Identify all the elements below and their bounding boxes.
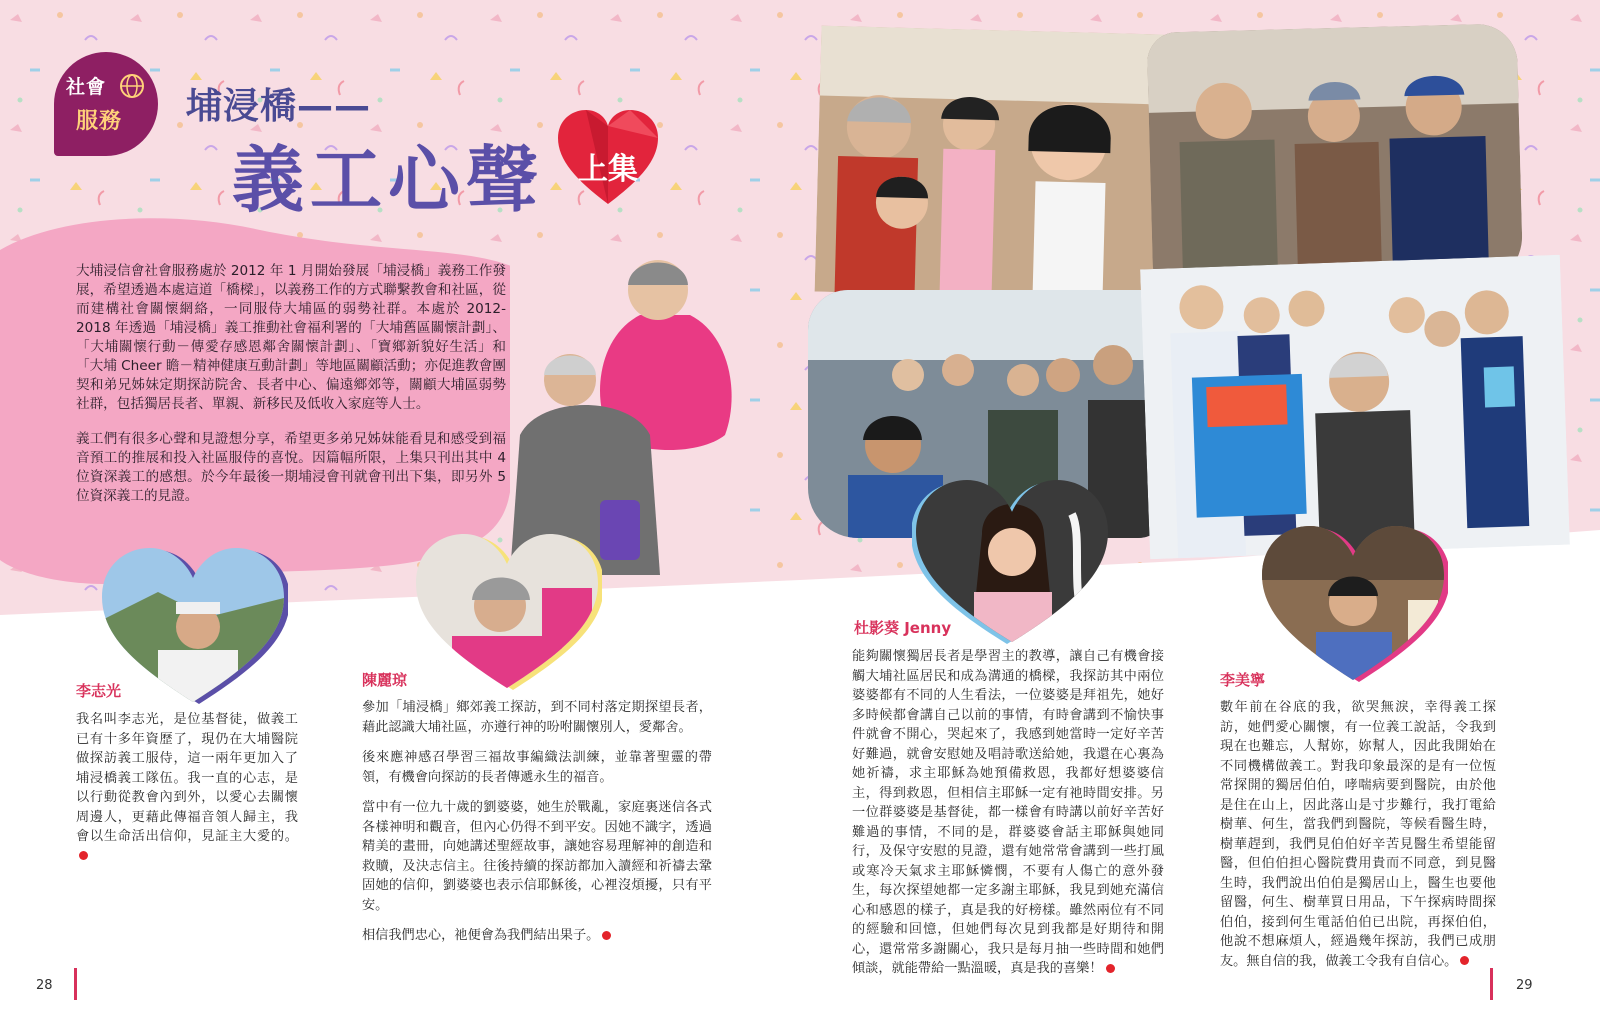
- end-dot-icon: [79, 851, 88, 860]
- volunteer-name: 陳麗琼: [362, 671, 408, 689]
- intro-paragraph: 義工們有很多心聲和見證想分享，希望更多弟兄姊妹能看見和感受到福音預工的推展和投入社區服侍的喜悅。因篇幅所限，上集只刊出其中 4 位資深義工的感想。於今年最後一期埔浸會刊就會刊出下集，即另外 5 位資深義工的見證。: [76, 431, 506, 504]
- portrait-heart-li-meining: [1258, 520, 1448, 682]
- volunteer-text-column: [362, 698, 712, 957]
- photo-three-elderly-men: [1147, 23, 1524, 295]
- page-number-divider: [1490, 968, 1493, 1000]
- volunteer-name: 李美寧: [1220, 671, 1266, 689]
- volunteer-name: 杜影葵 Jenny: [854, 619, 952, 637]
- title-subtitle: 埔浸橋——: [186, 86, 372, 127]
- portrait-heart-li-zhiguang: [98, 542, 288, 704]
- intro-paragraph: 大埔浸信會社會服務處於 2012 年 1 月開始發展「埔浸橋」義務工作發展，希望透過本處這道「橋樑」，以義務工作的方式聯繫教會和社區，從而建構社會關懷網絡，一同服侍大埔區的弱勢社群。本處於 2012-2018 年透過「埔浸橋」義工推動社會福利署的「大埔舊區關懷計劃」、「大埔關懷行動－傳愛存感恩鄰舍關懷計劃」、「寶鄉新貌好生活」和「大埔 Cheer 瞻－精神健康互動計劃」等地區關顧活動；亦促進教會團契和弟兄姊妹定期探訪院舍、長者中心、偏遠鄉郊等，關顧大埔區弱勢社群，包括獨居長者、單親、新移民及低收入家庭等人士。: [76, 263, 506, 412]
- volunteer-paragraph: 相信我們忠心，祂便會為我們結出果子。: [362, 926, 712, 946]
- volunteer-paragraph: 數年前在谷底的我，欲哭無淚，幸得義工探訪，她們愛心關懷，有一位義工說話，令我到現在也難忘，人幫妳，妳幫人，因此我開始在不同機構做義工。對我印象最深的是有一位恆常探開的獨居伯伯，哮喘病要到醫院，由於他是住在山上，因此落山是寸步難行，我打電給樹華、何生，當我們到醫院，等候看醫生時，樹華趕到，我們見伯伯好辛苦見醫生希望能留醫，但伯伯担心醫院費用貴而不同意，到見醫生時，我們說出伯伯是獨居山上，醫生也要他留醫，何生、樹華買日用品，下午探病時間探伯伯，接到何生電話伯伯已出院，再探伯伯，他說不想麻煩人，經過幾年探訪，我們已成朋友。無自信的我，做義工令我有自信心。: [1220, 700, 1496, 969]
- volunteer-paragraph: 能夠關懷獨居長者是學習主的教導，讓自己有機會接觸大埔社區居民和成為溝通的橋樑，我探訪其中兩位婆婆都有不同的人生看法，一位婆婆是拜祖先，她好多時候都會講自己以前的事情，有時會講到不愉快事件就會不開心，哭起來了，我感到她當時一定好辛苦好難過，就會安慰她及唱詩歌送給她，我還在心裏為她祈禱，求主耶穌為她預備救恩，我都好想婆婆信主，得到救恩，但相信主耶穌一定有祂時間安排。另一位群婆婆是基督徒，都一樣會有時講以前好辛苦好難過的事情，不同的是，群婆婆會話主耶穌與她同行，及保守安慰的見證，還有她常常會講到一些打風或寒冷天氣求主耶穌憐憫，不要有人傷亡的意外發生，每次探望她都一定多謝主耶穌，我見到她充滿信心和感恩的樣子，真是我的好榜樣。雖然兩位有不同的經驗和回憶，但她們每次見到我都是好期待和開心，還常常多謝關心，我只是每月抽一些時間和她們傾談，就能帶給一點溫暖，真是我的喜樂！: [852, 649, 1164, 976]
- section-badge: [54, 52, 158, 156]
- volunteer-text-column: [1220, 698, 1496, 982]
- intro-text: [76, 262, 506, 522]
- globe-icon: [118, 72, 146, 100]
- volunteer-paragraph: 參加「埔浸橋」鄉郊義工探訪，到不同村落定期探望長者，藉此認識大埔社區，亦遵行神的吩咐關懷別人，愛鄰舍。: [362, 700, 712, 735]
- volunteer-paragraph: 我名叫李志光，是位基督徒，做義工已有十多年資歷了，現仍在大埔醫院做探訪義工服侍，這一兩年更加入了埔浸橋義工隊伍。我一直的心志，是以行動從教會內到外，以愛心去關懷周邊人，更藉此傳福音領人歸主，我會以生命活出信仰，見証主大愛的。: [76, 710, 298, 866]
- heart-tag: [556, 108, 660, 212]
- end-dot-icon: [1106, 964, 1115, 973]
- photo-students-with-elder: [1140, 255, 1570, 559]
- volunteer-text-column: [852, 647, 1164, 990]
- photo-elderly-with-volunteer: [510, 245, 750, 575]
- volunteer-text-column: [76, 710, 298, 877]
- portrait-heart-chen-liqiong: [412, 528, 602, 690]
- title-tag: 上集: [578, 152, 638, 187]
- badge-line1: 社會: [66, 76, 107, 98]
- end-dot-icon: [1460, 956, 1469, 965]
- volunteer-paragraph: 當中有一位九十歲的劉婆婆，她生於戰亂，家庭裏迷信各式各樣神明和觀音，但內心仍得不到平安。因她不識字，透過精美的畫冊，向她講述聖經故事，讓她容易理解神的創造和救贖，及決志信主。往後持續的探訪都加入讀經和祈禱去鞏固她的信仰，劉婆婆也表示信耶穌後，心裡沒煩擾，只有平安。: [362, 800, 712, 913]
- volunteer-paragraph: 後來應神感召學習三福故事編織法訓練，並靠著聖靈的帶領，有機會向探訪的長者傳遞永生的福音。: [362, 750, 712, 785]
- page-number-divider: [74, 968, 77, 1000]
- volunteer-name: 李志光: [76, 682, 122, 700]
- badge-line2: 服務: [76, 109, 123, 134]
- page-number-left: 28: [36, 978, 53, 993]
- end-dot-icon: [602, 931, 611, 940]
- page-title: 義工心聲: [232, 138, 545, 222]
- page-number-right: 29: [1516, 978, 1533, 993]
- photo-children-with-elders: [815, 26, 1164, 301]
